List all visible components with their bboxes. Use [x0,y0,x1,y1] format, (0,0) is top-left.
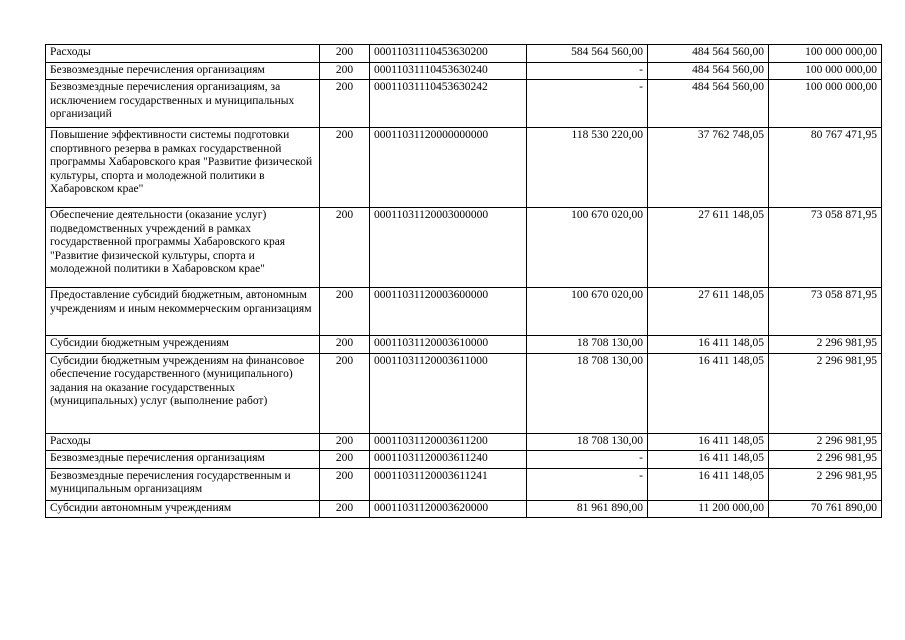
row-budget-code-cell: 00011031120003611240 [370,451,527,469]
row-budget-code-cell: 00011031120003611200 [370,433,527,451]
row-budget-code-cell: 00011031120003611000 [370,353,527,433]
row-unexecuted-cell: 2 296 981,95 [769,451,882,469]
table-body [46,45,882,518]
row-code-cell: 200 [320,62,370,80]
table-row [46,468,882,500]
row-name-cell: Безвозмездные перечисления организациям [46,451,320,469]
row-unexecuted-cell: 100 000 000,00 [769,45,882,63]
row-code-cell: 200 [320,336,370,354]
row-executed-cell: 37 762 748,05 [648,128,769,208]
row-executed-cell: 484 564 560,00 [648,45,769,63]
row-budget-code-cell: 00011031110453630242 [370,80,527,128]
row-budget-code-cell: 00011031110453630240 [370,62,527,80]
row-executed-cell: 11 200 000,00 [648,500,769,518]
row-name-cell: Безвозмездные перечисления организациям, за исключением государственных и муниципальных организаций [46,80,320,128]
row-approved-cell: - [527,468,648,500]
row-budget-code-cell: 00011031120000000000 [370,128,527,208]
table-row [46,62,882,80]
row-unexecuted-cell: 100 000 000,00 [769,62,882,80]
row-name-cell: Повышение эффективности системы подготовки спортивного резерва в рамках государственной программы Хабаровского края "Развитие физической культуры, спорта и молодежной политики в Хабаровском крае" [46,128,320,208]
row-budget-code-cell: 00011031120003600000 [370,288,527,336]
row-code-cell: 200 [320,353,370,433]
row-approved-cell: 100 670 020,00 [527,208,648,288]
row-unexecuted-cell: 73 058 871,95 [769,288,882,336]
row-approved-cell: - [527,451,648,469]
row-budget-code-cell: 00011031110453630200 [370,45,527,63]
row-executed-cell: 16 411 148,05 [648,451,769,469]
row-name-cell: Предоставление субсидий бюджетным, автономным учреждениям и иным некоммерческим организациям [46,288,320,336]
row-approved-cell: 118 530 220,00 [527,128,648,208]
row-executed-cell: 27 611 148,05 [648,288,769,336]
row-code-cell: 200 [320,500,370,518]
row-unexecuted-cell: 2 296 981,95 [769,353,882,433]
row-name-cell: Субсидии автономным учреждениям [46,500,320,518]
budget-expenditure-table [45,44,882,518]
row-unexecuted-cell: 2 296 981,95 [769,433,882,451]
table-row [46,353,882,433]
row-budget-code-cell: 00011031120003620000 [370,500,527,518]
row-code-cell: 200 [320,288,370,336]
table-row [46,128,882,208]
row-name-cell: Расходы [46,433,320,451]
table-row [46,45,882,63]
row-budget-code-cell: 00011031120003000000 [370,208,527,288]
row-approved-cell: 584 564 560,00 [527,45,648,63]
row-code-cell: 200 [320,468,370,500]
row-approved-cell: 18 708 130,00 [527,353,648,433]
row-executed-cell: 27 611 148,05 [648,208,769,288]
table-row [46,336,882,354]
row-code-cell: 200 [320,128,370,208]
row-approved-cell: 18 708 130,00 [527,433,648,451]
row-approved-cell: 100 670 020,00 [527,288,648,336]
row-budget-code-cell: 00011031120003610000 [370,336,527,354]
row-approved-cell: 18 708 130,00 [527,336,648,354]
row-unexecuted-cell: 70 761 890,00 [769,500,882,518]
table-row [46,288,882,336]
table-row [46,451,882,469]
table-row [46,433,882,451]
row-name-cell: Субсидии бюджетным учреждениям на финансовое обеспечение государственного (муниципального) задания на оказание государственных (муниципальных) услуг (выполнение работ) [46,353,320,433]
row-budget-code-cell: 00011031120003611241 [370,468,527,500]
table-row [46,500,882,518]
row-unexecuted-cell: 2 296 981,95 [769,468,882,500]
row-name-cell: Обеспечение деятельности (оказание услуг) подведомственных учреждений в рамках государственной программы Хабаровского края "Развитие физической культуры, спорта и молодежной политики в Хабаровском крае" [46,208,320,288]
row-unexecuted-cell: 2 296 981,95 [769,336,882,354]
row-executed-cell: 16 411 148,05 [648,468,769,500]
row-name-cell: Безвозмездные перечисления организациям [46,62,320,80]
row-code-cell: 200 [320,208,370,288]
row-code-cell: 200 [320,80,370,128]
table-row [46,208,882,288]
row-approved-cell: 81 961 890,00 [527,500,648,518]
row-executed-cell: 484 564 560,00 [648,62,769,80]
row-name-cell: Субсидии бюджетным учреждениям [46,336,320,354]
row-approved-cell: - [527,62,648,80]
row-name-cell: Безвозмездные перечисления государственным и муниципальным организациям [46,468,320,500]
row-unexecuted-cell: 73 058 871,95 [769,208,882,288]
row-approved-cell: - [527,80,648,128]
row-executed-cell: 16 411 148,05 [648,336,769,354]
row-code-cell: 200 [320,451,370,469]
row-executed-cell: 484 564 560,00 [648,80,769,128]
row-executed-cell: 16 411 148,05 [648,353,769,433]
row-code-cell: 200 [320,433,370,451]
row-unexecuted-cell: 80 767 471,95 [769,128,882,208]
table-row [46,80,882,128]
row-code-cell: 200 [320,45,370,63]
row-executed-cell: 16 411 148,05 [648,433,769,451]
row-unexecuted-cell: 100 000 000,00 [769,80,882,128]
row-name-cell: Расходы [46,45,320,63]
